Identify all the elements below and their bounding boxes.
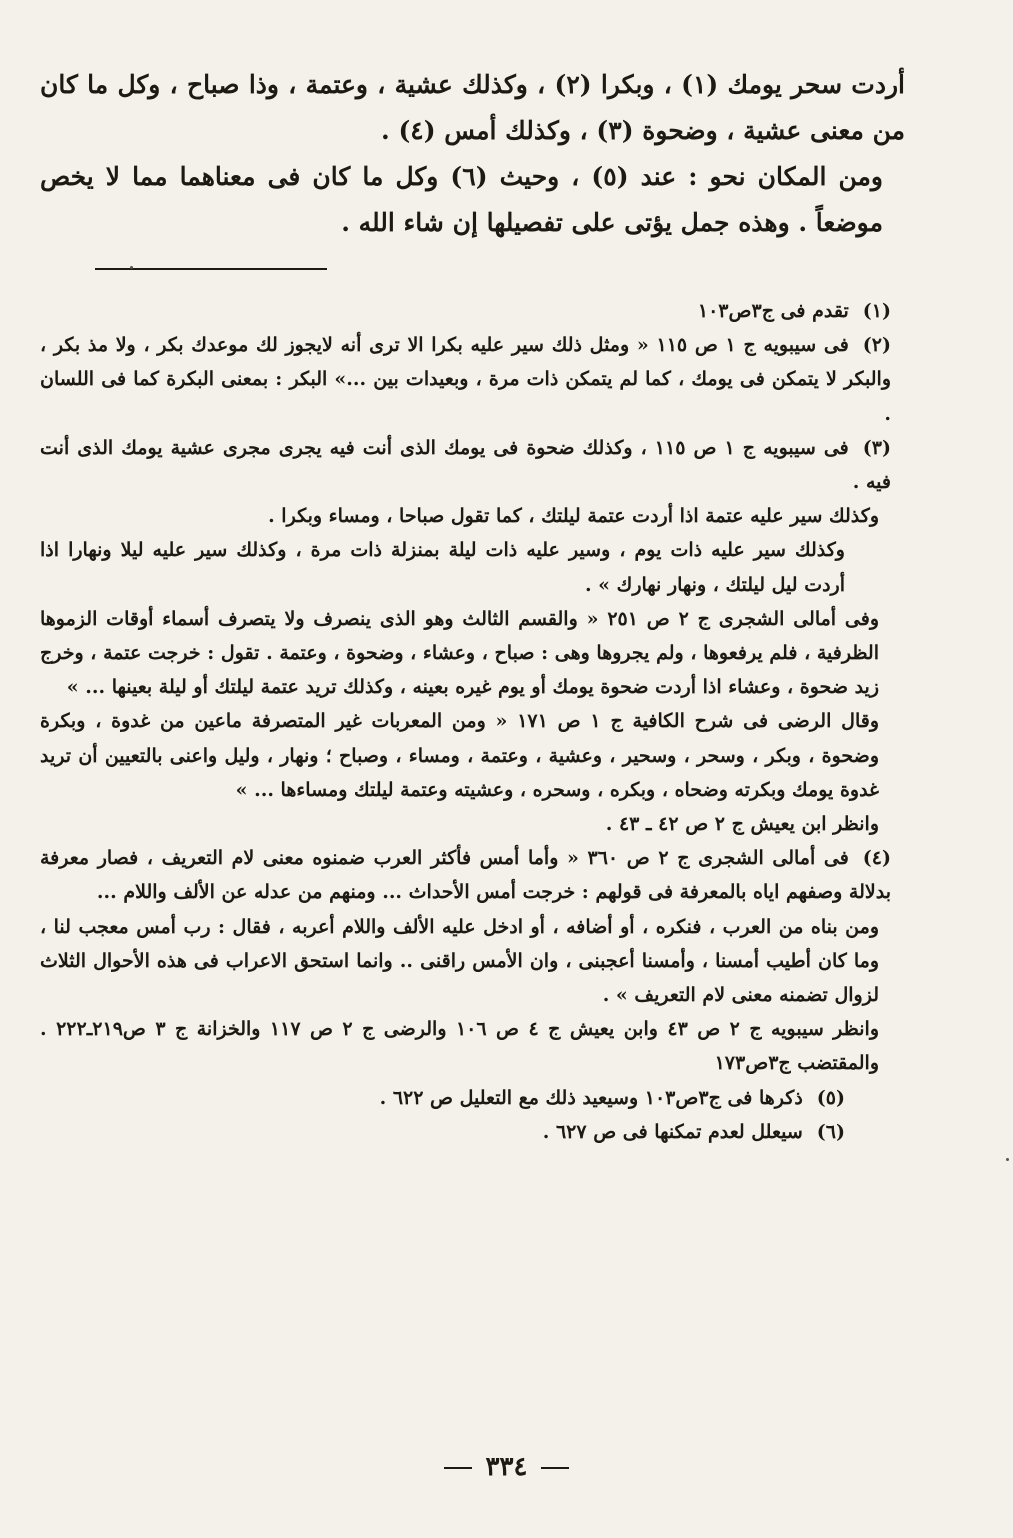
footnote-text: وانظر سيبويه ج ٢ ص ٤٣ وابن يعيش ج ٤ ص ١٠٦ والرضى ج ٢ ص ١١٧ والخزانة ج ٣ ص٢١٩ـ٢٢٢ . والمقتضب ج٣ص١٧٣: [40, 1018, 879, 1075]
footnote-paragraph: [40, 1012, 905, 1080]
footnote-number: (١): [862, 300, 891, 322]
footnote-text: فى سيبويه ج ١ ص ١١٥ « ومثل ذلك سير عليه بكرا الا ترى أنه لايجوز لك موعدك بكر ، ولا مذ بكر ، والبكر لا يتمكن فى يومك ، كما لم يتمكن ذات مرة ، وبعيدات بين ...» البكر : بمعنى البكرة كما فى اللسان .: [40, 334, 891, 425]
footnote-paragraph: [40, 704, 905, 807]
page-number: [0, 1452, 1013, 1482]
footnote-paragraph: [40, 841, 905, 909]
footnote-text: ذكرها فى ج٣ص١٠٣ وسيعيد ذلك مع التعليل ص ٦٢٢ .: [379, 1086, 803, 1109]
footnote-number: (٤): [862, 847, 892, 870]
paper-speck: [1006, 1158, 1009, 1161]
footnote-paragraph: [40, 294, 905, 328]
footnote-text: وكذلك سير عليه عتمة اذا أردت عتمة ليلتك ، كما تقول صباحا ، ومساء وبكرا .: [268, 505, 879, 528]
footnote-number: (٣): [862, 436, 891, 459]
page-number-value: ٣٣٤: [485, 1452, 528, 1482]
footnote-number: (٢): [862, 334, 891, 357]
footnote-text: تقدم فى ج٣ص١٠٣: [697, 300, 849, 322]
footnote-text: ومن بناه من العرب ، فنكره ، أو أضافه ، أو ادخل عليه الألف واللام أعربه ، فقال : رب أمس معجب لنا ، وما كان أطيب أمسنا ، وأمسنا أعجبنى ، وان الأمس راقنى .. وانما استحق الاعراب فى هذه الأحوال الثلاث لزوال تضمنه معنى لام التعريف » .: [40, 915, 879, 1007]
footnote-paragraph: [40, 1081, 905, 1115]
footnote-text: وكذلك سير عليه ذات يوم ، وسير عليه ذات ليلة بمنزلة ذات مرة ، وكذلك سير عليه ليلا ونهارا اذا أردت ليل ليلتك ، ونهار نهارك » .: [40, 539, 845, 596]
footnote-paragraph: [40, 807, 905, 841]
footnote-paragraph: [40, 533, 905, 601]
footnote-paragraph: [40, 602, 905, 705]
footnote-paragraph: [40, 910, 905, 1013]
footnote-paragraph: [40, 499, 905, 533]
footnote-text: وانظر ابن يعيش ج ٢ ص ٤٢ ـ ٤٣ .: [605, 813, 879, 836]
main-paragraph-1: أردت سحر يومك (١) ، وبكرا (٢) ، وكذلك عشية ، وعتمة ، وذا صباح ، وكل ما كان من معنى عشية ، وضحوة (٣) ، وكذلك أمس (٤) .: [40, 70, 905, 145]
page-number-dash-right: [541, 1467, 569, 1469]
page-number-dash-left: [444, 1467, 472, 1469]
footnote-text: فى سيبويه ج ١ ص ١١٥ ، وكذلك ضحوة فى يومك الذى أنت فيه يجرى مجرى عشية يومك الذى أنت فيه .: [40, 436, 891, 494]
footnote-text: وقال الرضى فى شرح الكافية ج ١ ص ١٧١ « ومن المعربات غير المتصرفة ماعين من غدوة ، وبكرة وضحوة ، وبكر ، وسحر ، وسحير ، وعشية ، وعتمة ، ومساء ، وصباح ؛ ونهار ، وليل واعنى بالتعيين أن تريد غدوة يومك وبكرته وضحاه ، وبكره ، وسحره ، وعشيته وعتمة ليلتك ومساءها ... »: [40, 710, 880, 801]
footnote-text: سيعلل لعدم تمكنها فى ص ٦٢٧ .: [542, 1120, 803, 1143]
footnote-text: فى أمالى الشجرى ج ٢ ص ٣٦٠ « وأما أمس فأكثر العرب ضمنوه معنى لام التعريف ، فصار معرفة بدلالة وصفهم اياه بالمعرفة فى قولهم : خرجت أمس الأحداث ... ومنهم من عدله عن الألف واللام ...: [40, 847, 891, 904]
footnote-paragraph: [40, 431, 905, 499]
main-text: [40, 62, 905, 246]
footnote-text: وفى أمالى الشجرى ج ٢ ص ٢٥١ « والقسم الثالث وهو الذى ينصرف ولا يتصرف أسماء أوقات الزموها الظرفية ، فلم يرفعوها ، ولم يجروها وهى : صباح ، وعشاء ، وضحوة ، وعتمة . تقول : خرجت عتمة ، وخرج زيد ضحوة ، وعشاء اذا أردت ضحوة يومك أو يوم غيره بعينه ، وكذلك تريد عتمة ليلتك أو ليلة بعينها ... »: [40, 607, 880, 699]
footnote-number: (٦): [816, 1120, 845, 1143]
footnote-paragraph: [40, 328, 905, 431]
paper-speck: [130, 266, 133, 269]
footnotes: [40, 294, 905, 1149]
footnote-paragraph: [40, 1115, 905, 1149]
footnote-number: (٥): [816, 1086, 845, 1109]
main-paragraph-2: ومن المكان نحو : عند (٥) ، وحيث (٦) وكل ما كان فى معناهما مما لا يخص موضعاً . وهذه جمل يؤتى على تفصيلها إن شاء الله .: [40, 162, 883, 237]
